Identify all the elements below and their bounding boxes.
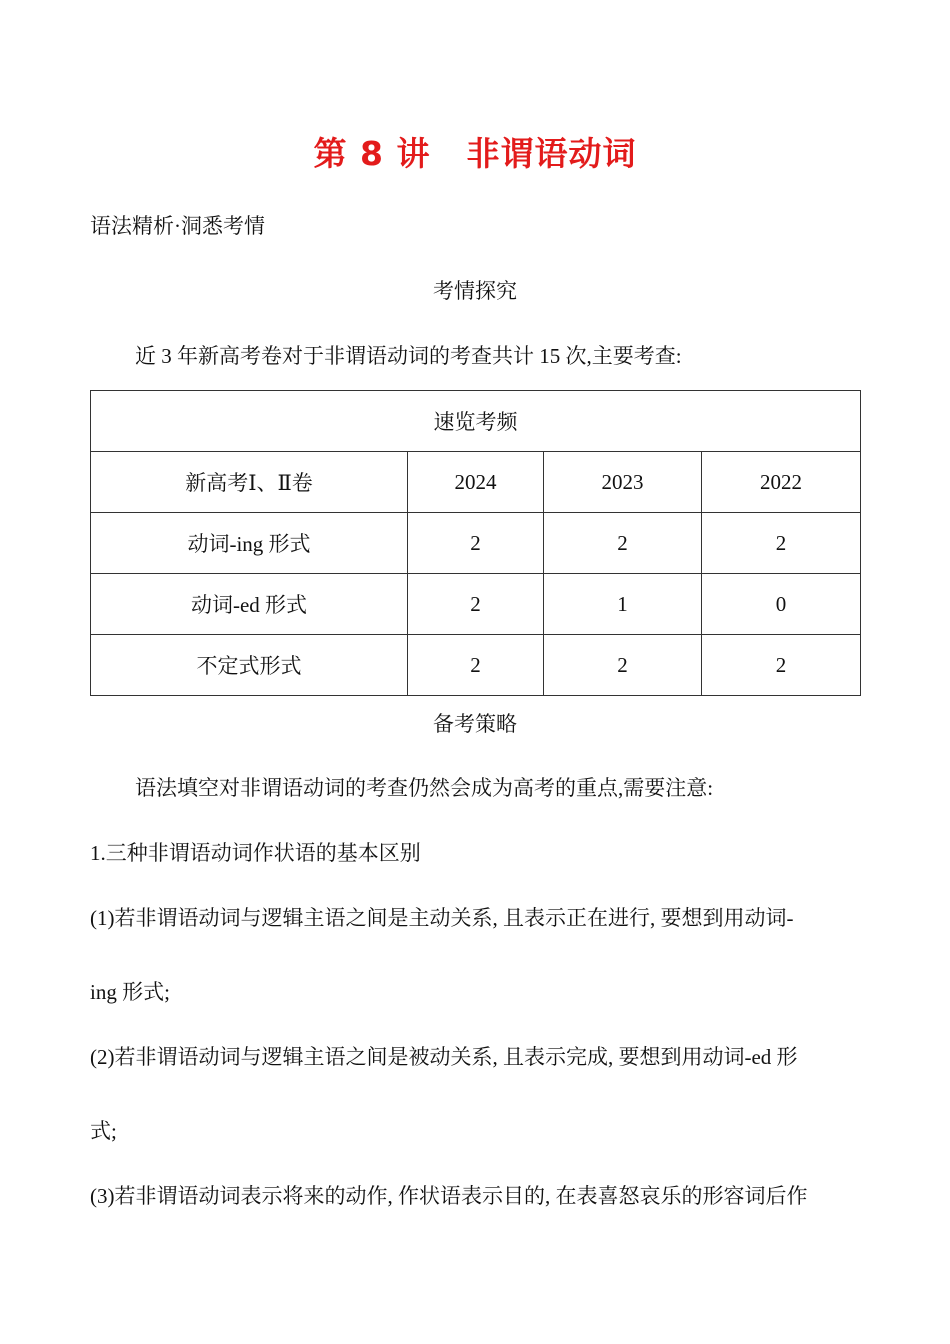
point-item-1-line-1: (1)若非谓语动词与逻辑主语之间是主动关系, 且表示正在进行, 要想到用动词- xyxy=(90,906,794,930)
intro-paragraph: 近 3 年新高考卷对于非谓语动词的考查共计 15 次,主要考查: xyxy=(135,344,682,368)
table-cell: 动词-ed 形式 xyxy=(91,574,408,635)
strategy-intro: 语法填空对非谓语动词的考查仍然会成为高考的重点,需要注意: xyxy=(135,776,714,800)
table-header: 2023 xyxy=(544,452,702,513)
point-item-1-line-2: ing 形式; xyxy=(90,980,170,1004)
table-cell: 2 xyxy=(408,574,544,635)
table-cell: 2 xyxy=(544,513,702,574)
table-cell: 2 xyxy=(702,635,861,696)
lecture-number: 第 8 讲 xyxy=(313,134,431,173)
subheading-strategy: 备考策略 xyxy=(433,712,517,736)
table-caption: 速览考频 xyxy=(91,391,861,452)
point-item-3-line-1: (3)若非谓语动词表示将来的动作, 作状语表示目的, 在表喜怒哀乐的形容词后作 xyxy=(90,1184,808,1208)
lecture-title xyxy=(0,128,950,175)
table-cell: 0 xyxy=(702,574,861,635)
table-header-row xyxy=(91,452,861,513)
table-cell: 2 xyxy=(702,513,861,574)
table-cell: 2 xyxy=(544,635,702,696)
lecture-topic: 非谓语动词 xyxy=(466,134,637,173)
table-row xyxy=(91,635,861,696)
table-header: 2024 xyxy=(408,452,544,513)
table-cell: 动词-ing 形式 xyxy=(91,513,408,574)
subheading-exam-analysis: 考情探究 xyxy=(433,279,517,303)
table-row xyxy=(91,513,861,574)
point-heading: 1.三种非谓语动词作状语的基本区别 xyxy=(90,841,421,865)
table-header: 新高考Ⅰ、Ⅱ卷 xyxy=(91,452,408,513)
point-item-2-line-1: (2)若非谓语动词与逻辑主语之间是被动关系, 且表示完成, 要想到用动词-ed 形 xyxy=(90,1045,798,1069)
table-caption-row xyxy=(91,391,861,452)
table-cell: 1 xyxy=(544,574,702,635)
table-header: 2022 xyxy=(702,452,861,513)
exam-frequency-table xyxy=(90,390,861,696)
section-heading: 语法精析·洞悉考情 xyxy=(90,214,265,238)
point-item-2-line-2: 式; xyxy=(90,1119,117,1143)
table-row xyxy=(91,574,861,635)
table-cell: 不定式形式 xyxy=(91,635,408,696)
table-cell: 2 xyxy=(408,635,544,696)
table-cell: 2 xyxy=(408,513,544,574)
